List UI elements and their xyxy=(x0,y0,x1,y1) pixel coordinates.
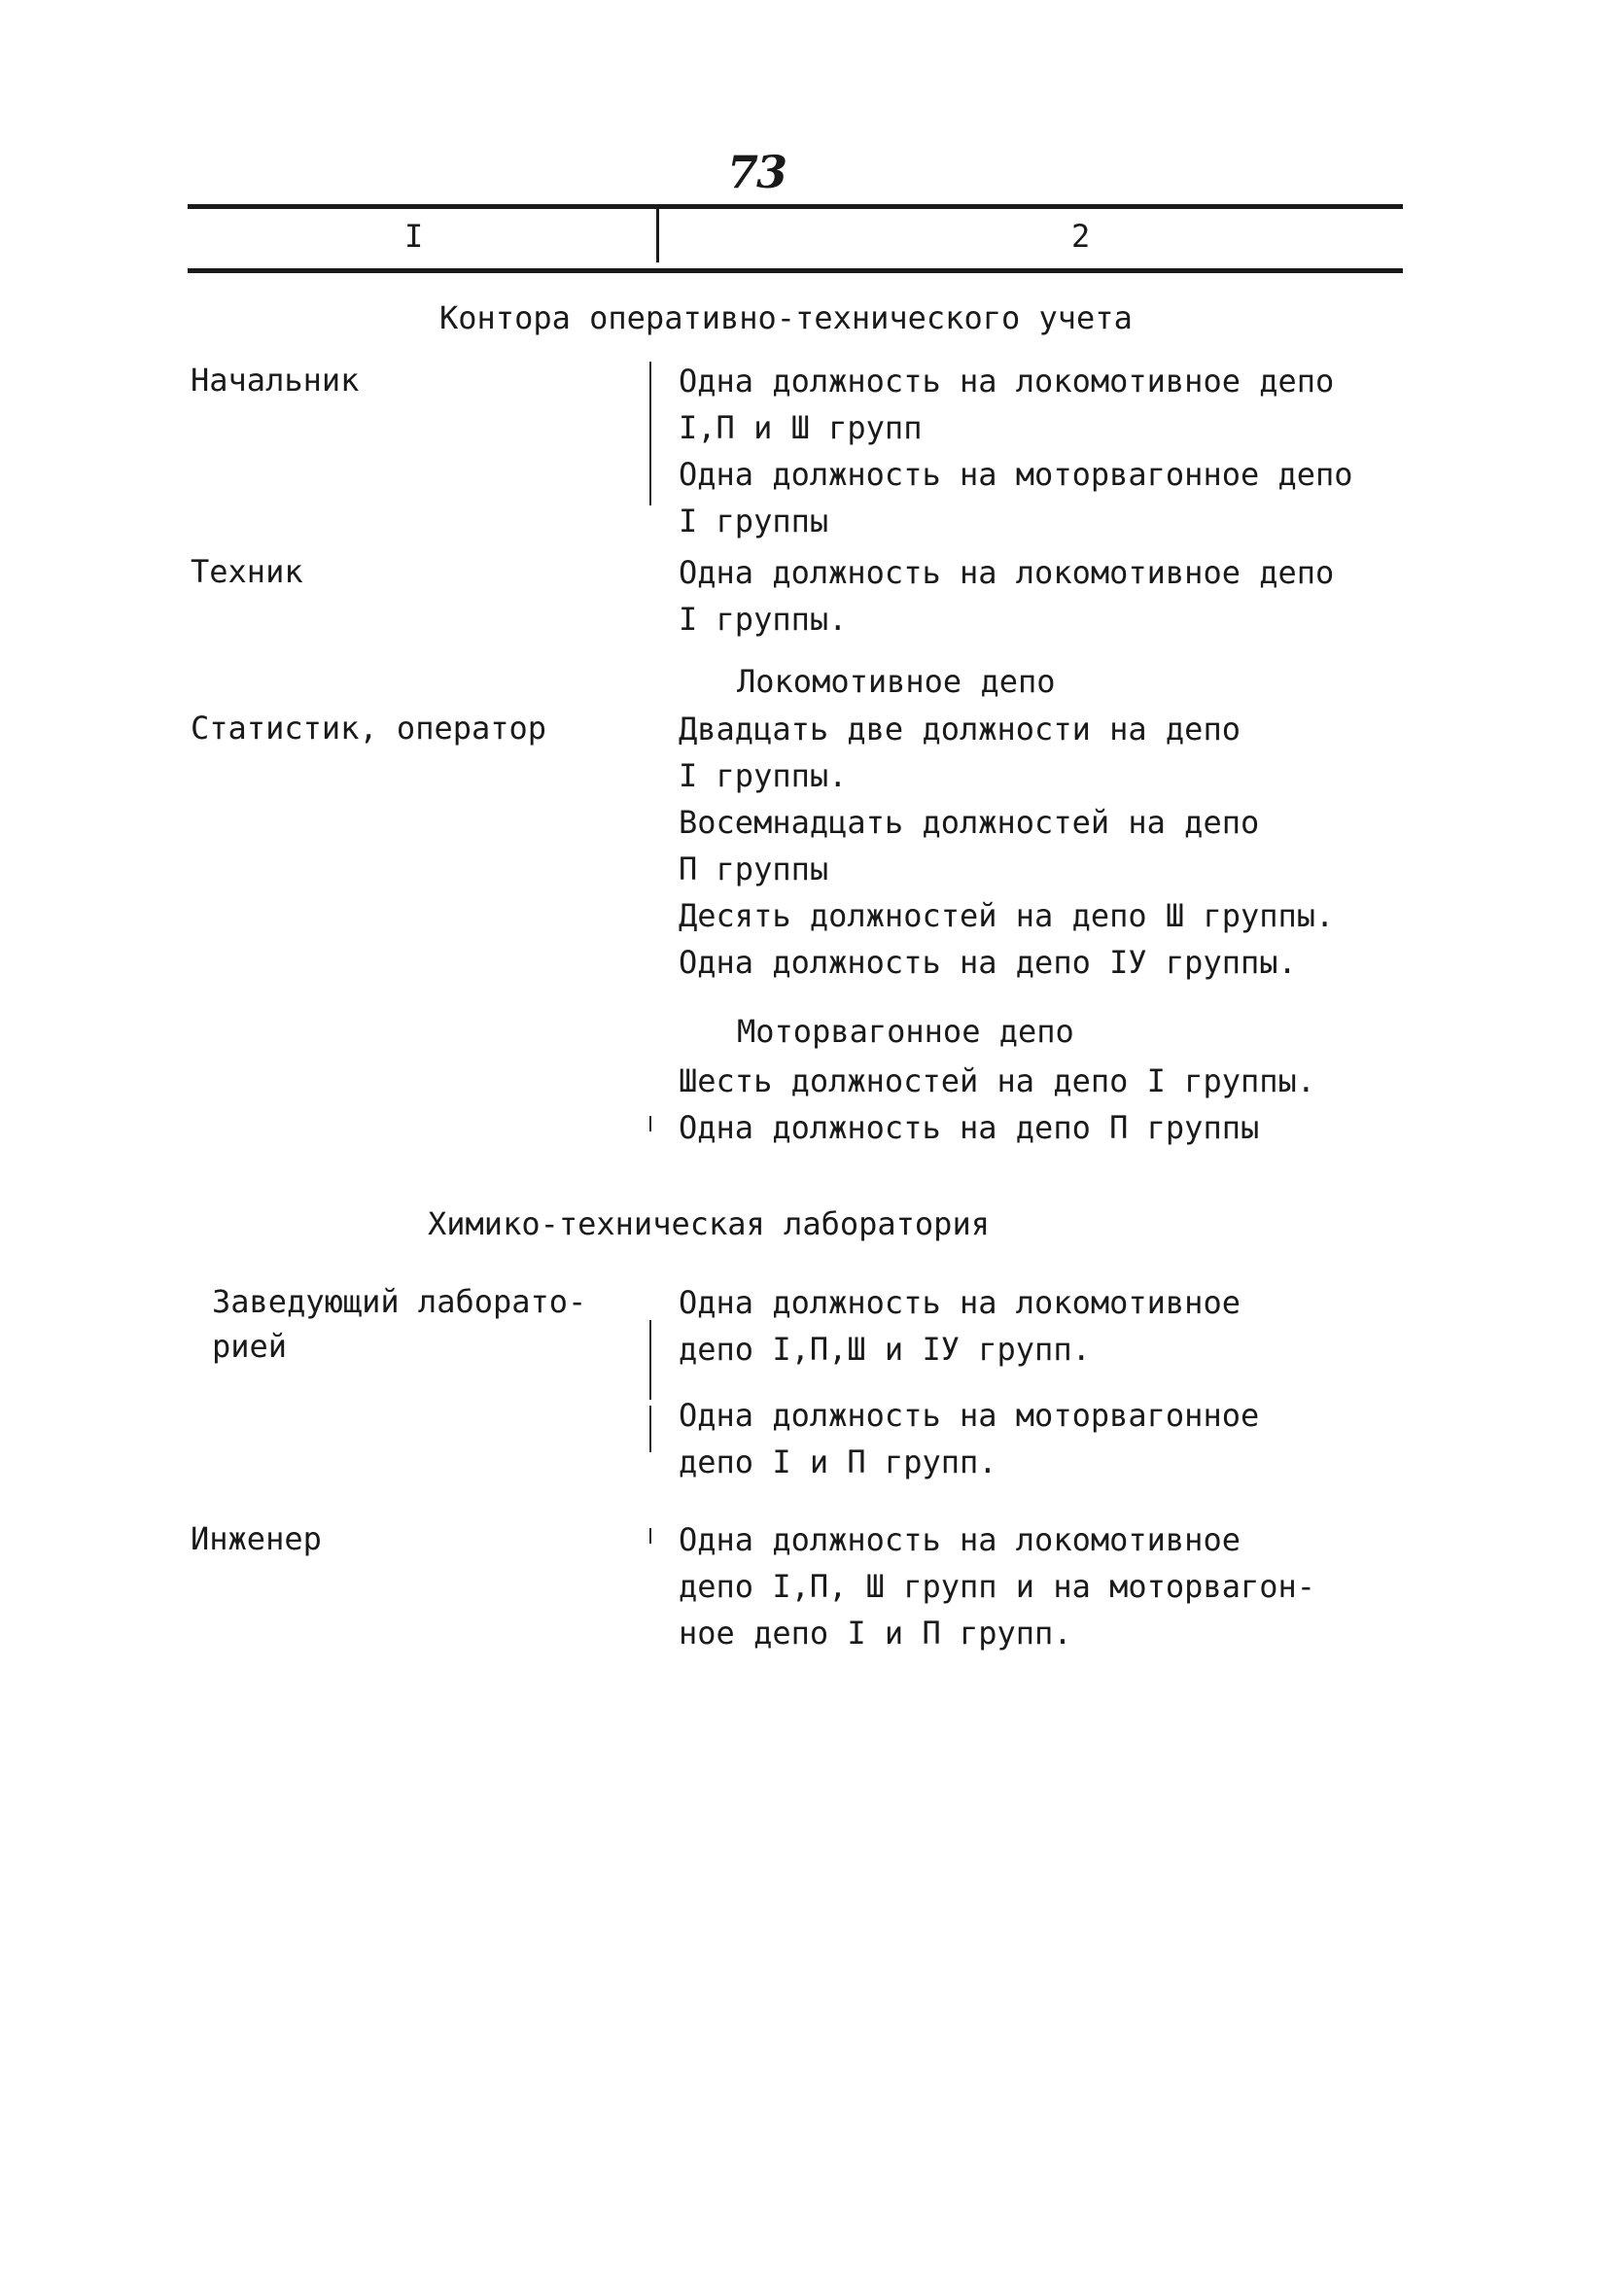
desc-line: I группы. xyxy=(679,601,848,638)
section-title-accounting-office: Контора оперативно-технического учета xyxy=(439,299,1133,336)
row-desc-statistician-locomotive xyxy=(679,706,1334,986)
desc-line: I группы. xyxy=(679,757,848,794)
desc-line: Одна должность на локомотивное xyxy=(679,1284,1241,1321)
row-desc-chief xyxy=(679,358,1353,544)
desc-line: I,П и Ш групп xyxy=(679,409,923,446)
row-desc-lab-head-locomotive xyxy=(679,1279,1241,1373)
desc-line: Одна должность на локомотивное депо xyxy=(679,554,1335,591)
desc-line: Одна должность на моторвагонное xyxy=(679,1397,1260,1434)
row-desc-lab-head-multiple-unit xyxy=(679,1392,1259,1485)
label-line: рией xyxy=(212,1328,288,1365)
desc-line: Одна должность на моторвагонное депо xyxy=(679,456,1353,493)
row-label-engineer: Инженер xyxy=(191,1520,322,1557)
row-divider-chief xyxy=(649,362,651,505)
header-column-divider xyxy=(656,208,659,262)
desc-line: депо I,П,Ш и IУ групп. xyxy=(679,1331,1091,1368)
row-desc-technician xyxy=(679,549,1334,643)
column-header-2: 2 xyxy=(1071,218,1091,255)
row-divider-lab-head xyxy=(649,1320,651,1400)
subheading-multiple-unit-depot: Моторвагонное депо xyxy=(737,1013,1074,1050)
desc-line: Десять должностей на депо Ш группы. xyxy=(679,897,1335,934)
desc-line: Восемнадцать должностей на депо xyxy=(679,804,1260,841)
desc-line: Одна должность на локомотивное xyxy=(679,1521,1241,1558)
desc-line: ное депо I и П групп. xyxy=(679,1615,1072,1652)
desc-line: Одна должность на депо IУ группы. xyxy=(679,944,1297,981)
table-header-bottom-rule xyxy=(188,268,1403,273)
row-label-statistician-operator: Статистик, оператор xyxy=(191,710,547,747)
desc-line: депо I и П групп. xyxy=(679,1444,997,1480)
row-divider-lab-head-lower xyxy=(649,1406,651,1452)
desc-line: Двадцать две должности на депо xyxy=(679,711,1241,748)
row-desc-statistician-multiple-unit xyxy=(679,1058,1315,1151)
desc-line: П группы xyxy=(679,851,829,887)
section-title-chemical-lab: Химико-техническая лаборатория xyxy=(428,1205,990,1242)
desc-line: Одна должность на депо П группы xyxy=(679,1109,1260,1146)
desc-line: Шесть должностей на депо I группы. xyxy=(679,1062,1316,1099)
subheading-locomotive-depot: Локомотивное депо xyxy=(737,663,1056,700)
row-divider-engineer xyxy=(649,1528,651,1544)
row-desc-engineer xyxy=(679,1516,1315,1656)
row-label-technician: Техник xyxy=(191,553,303,590)
table-top-rule xyxy=(188,204,1403,209)
label-line: Заведующий лаборато- xyxy=(212,1283,587,1320)
desc-line: депо I,П, Ш групп и на моторвагон- xyxy=(679,1568,1316,1605)
column-header-1: I xyxy=(404,218,424,255)
row-label-chief: Начальник xyxy=(191,362,360,399)
row-divider-mark xyxy=(649,1116,651,1131)
page-number: 73 xyxy=(727,146,787,198)
row-label-lab-head xyxy=(212,1279,586,1369)
desc-line: I группы xyxy=(679,503,829,539)
desc-line: Одна должность на локомотивное депо xyxy=(679,363,1335,400)
